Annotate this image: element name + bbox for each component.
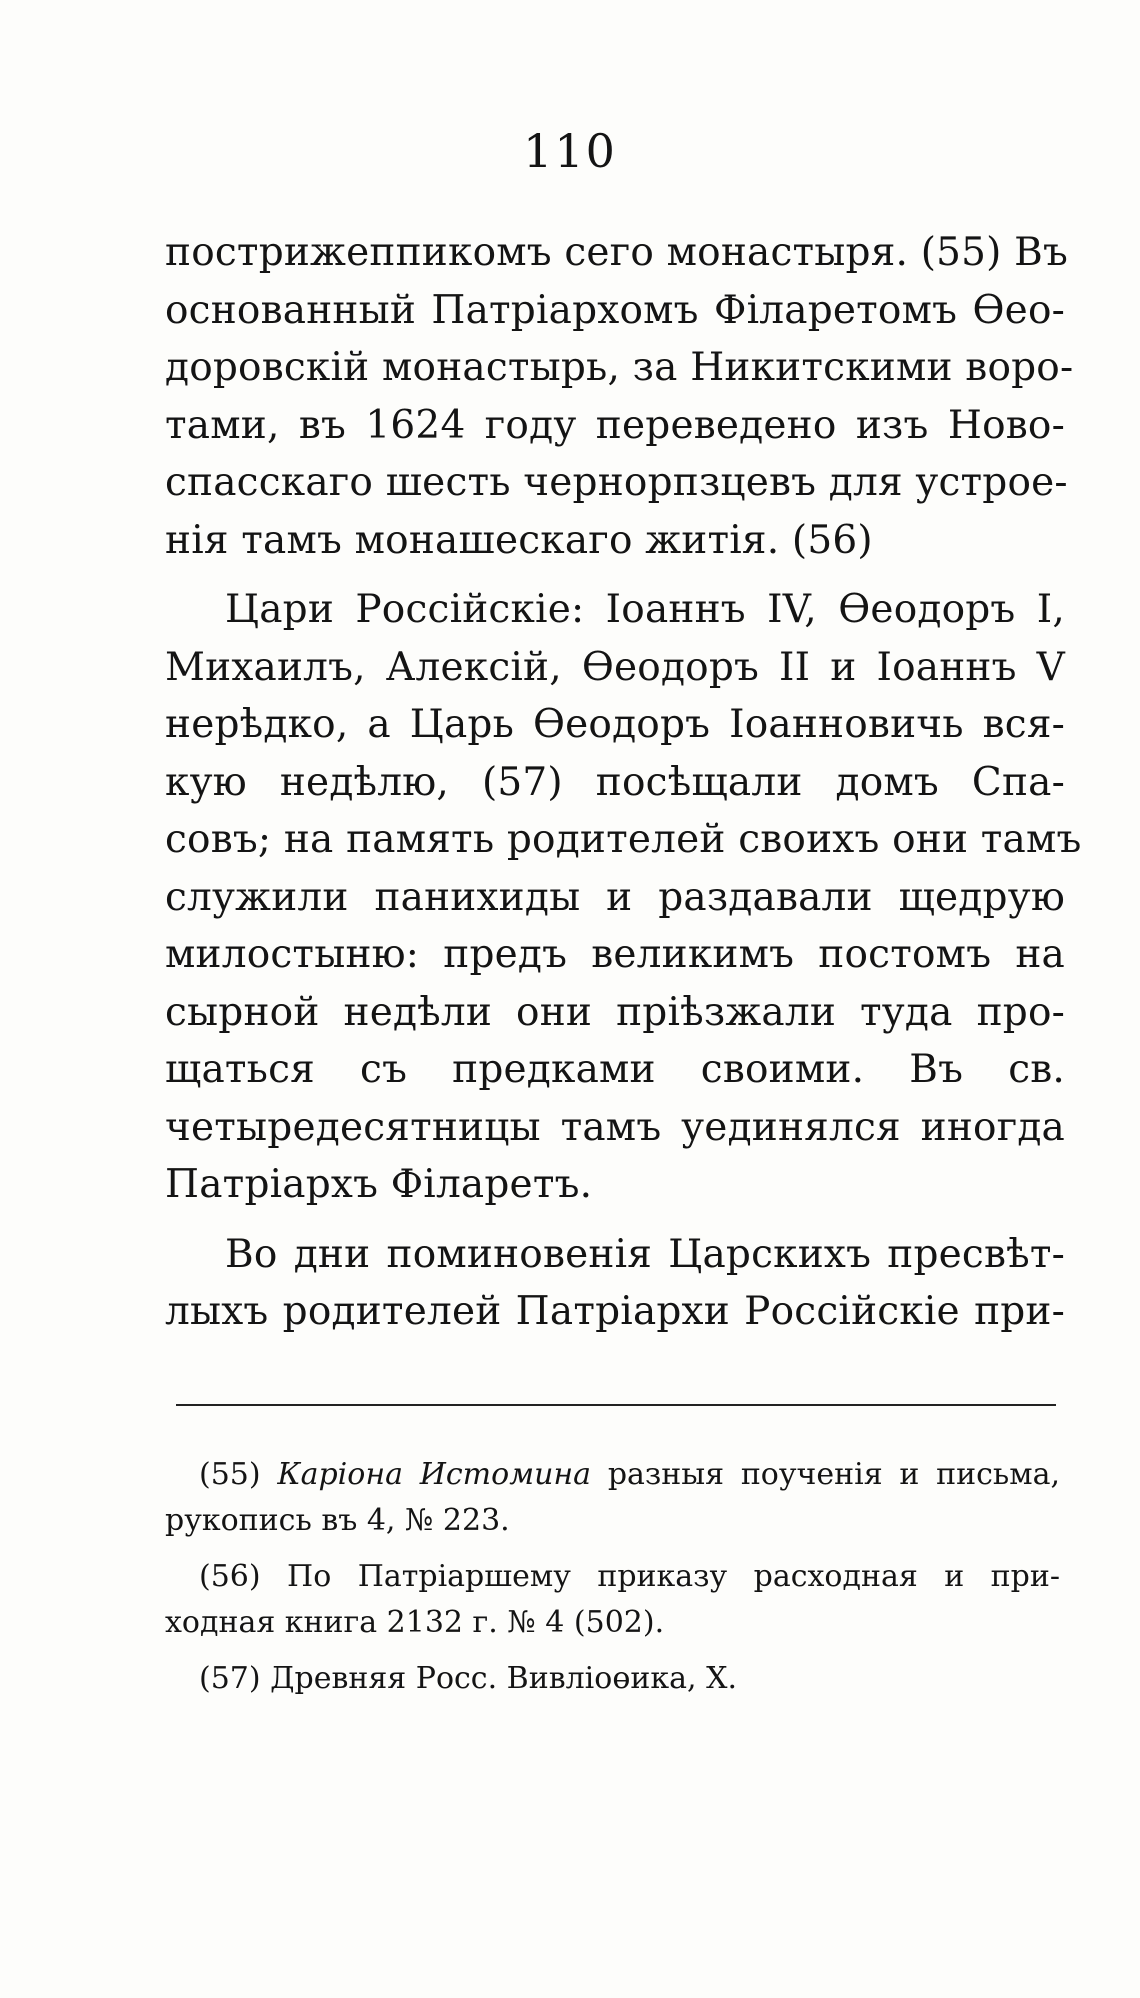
body-line: основанный Патріархомъ Філаретомъ Өео-: [165, 287, 1065, 333]
body-line: совъ; на память родителей своихъ они тамъ: [165, 817, 1082, 862]
body-line: Цари Россійскіе: Іоаннъ IV, Өеодоръ I,: [225, 587, 1065, 632]
body-line: доровскій монастырь, за Никитскими воро-: [165, 345, 1074, 390]
footnote-line: [165, 1656, 1060, 1702]
body-line: Во дни поминовенія Царскихъ пресвѣт-: [225, 1231, 1065, 1277]
footnote-line: [165, 1452, 1060, 1498]
footnote-line: ходная книга 2132 г. № 4 (502).: [165, 1605, 665, 1640]
body-line: лыхъ родителей Патріархи Россійскіе при-: [165, 1289, 1065, 1334]
body-line: тами, въ 1624 году переведено изъ Ново-: [165, 402, 1065, 448]
body-line: четыредесятницы тамъ уединялся иногда: [165, 1104, 1065, 1150]
body-line: пострижеппикомъ сего монастыря. (55) Въ: [165, 230, 1069, 275]
footnote-line: рукопись въ 4, № 223.: [165, 1503, 510, 1538]
body-line: служили панихиды и раздавали щедрую: [165, 874, 1065, 920]
footnotes: [165, 1452, 1060, 1702]
body-line: спасскаго шесть чернорпзцевъ для устрое-: [165, 460, 1068, 505]
footnote-marker: (55): [199, 1457, 261, 1492]
body-line: щаться съ предками своими. Въ св.: [165, 1047, 1065, 1092]
body-line: сырной недѣли они пріѣзжали туда про-: [165, 989, 1065, 1035]
footnote-author: Каріона Истомина: [277, 1457, 592, 1492]
footnote-text: По Патріаршему приказу расходная и при-: [287, 1559, 1060, 1594]
body-line: кую недѣлю, (57) посѣщали домъ Спа-: [165, 759, 1065, 805]
body-line: Михаилъ, Алексій, Өеодоръ II и Іоаннъ V: [165, 644, 1065, 690]
page-number: 110: [523, 124, 617, 178]
body-line: Патріархъ Філаретъ.: [165, 1162, 593, 1207]
footnote-marker: (56): [199, 1559, 261, 1594]
body-line: нерѣдко, а Царь Өеодоръ Іоанновичь вся-: [165, 702, 1065, 747]
footnote-line: [165, 1554, 1060, 1600]
body-text: [165, 224, 1082, 1341]
footnote-text: разныя поученія и письма,: [607, 1457, 1061, 1492]
footnote-marker: (57): [199, 1661, 261, 1696]
footnote-text: Древняя Росс. Вивліоөика, X.: [270, 1661, 737, 1696]
body-line: нія тамъ монашескаго житія. (56): [165, 517, 873, 563]
body-line: милостыню: предъ великимъ постомъ на: [165, 932, 1065, 977]
footnote-divider: [176, 1404, 1056, 1406]
